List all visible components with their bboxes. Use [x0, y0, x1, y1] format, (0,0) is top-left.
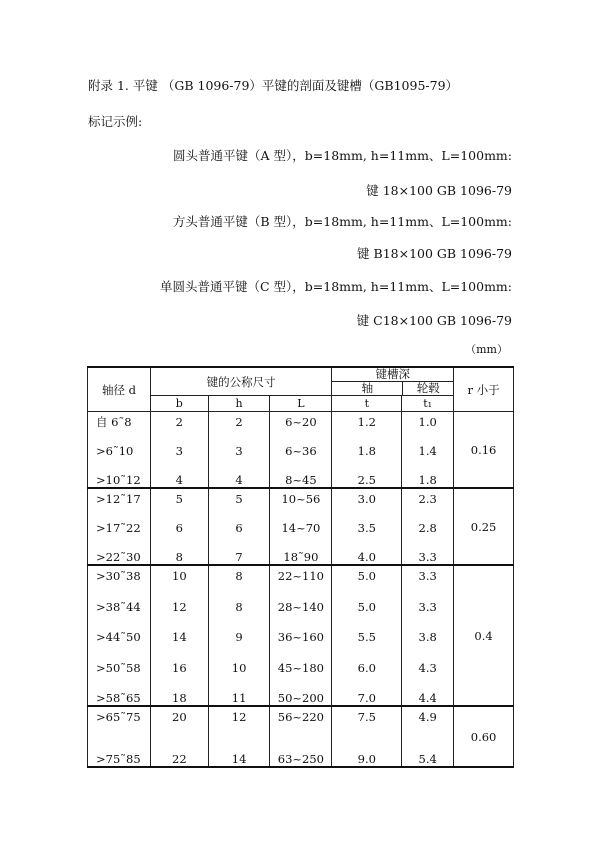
shaft-diameter-value: >75˜85 — [96, 752, 141, 766]
key-height-value: 9 — [235, 630, 243, 644]
shaft-diameter-cell — [88, 565, 151, 706]
table-row-group — [88, 706, 514, 767]
key-width-value: 20 — [172, 710, 187, 724]
key-dimension-table — [87, 366, 514, 768]
table-row-group — [88, 565, 514, 706]
key-width-cell — [150, 706, 208, 767]
key-length-cell — [270, 488, 332, 565]
shaft-diameter-value: >12˜17 — [96, 492, 141, 506]
key-height-cell — [208, 706, 270, 767]
key-length-value: 22~110 — [277, 569, 324, 583]
key-width-cell — [150, 488, 208, 565]
shaft-depth-cell — [332, 565, 402, 706]
header-b: b — [150, 396, 208, 412]
shaft-diameter-value: >10˜12 — [96, 473, 141, 487]
shaft-diameter-cell — [88, 412, 151, 489]
hub-depth-value: 2.8 — [418, 521, 437, 535]
shaft-depth-value: 1.2 — [357, 415, 376, 429]
page-heading: 附录 1. 平键 （GB 1096-79）平键的剖面及键槽（GB1095-79） — [88, 78, 459, 93]
shaft-depth-value: 1.8 — [357, 444, 376, 458]
r-value: 0.16 — [470, 442, 497, 457]
table-row-group — [88, 488, 514, 565]
header-shaft-diameter: 轴径 d — [88, 367, 151, 412]
hub-depth-value: 4.4 — [418, 691, 437, 705]
key-length-value: 28~140 — [277, 599, 324, 614]
key-length-value: 36~160 — [277, 630, 324, 644]
shaft-diameter-value: >50˜58 — [96, 660, 141, 675]
hub-depth-value: 1.4 — [418, 444, 437, 458]
key-width-value: 2 — [175, 415, 183, 429]
r-value-cell — [454, 412, 514, 489]
hub-depth-cell — [402, 488, 454, 565]
example-label: 标记示例: — [88, 114, 143, 129]
shaft-depth-value: 3.0 — [357, 492, 376, 506]
key-width-value: 10 — [172, 569, 187, 583]
shaft-diameter-value: >38˜44 — [96, 599, 141, 614]
key-height-value: 2 — [235, 415, 243, 429]
hub-depth-value: 3.3 — [418, 599, 437, 614]
shaft-diameter-value: 自 6˜8 — [96, 415, 132, 429]
key-height-cell — [208, 565, 270, 706]
shaft-depth-value: 3.5 — [357, 521, 376, 535]
key-height-value: 11 — [231, 691, 247, 705]
shaft-depth-value: 6.0 — [357, 660, 376, 675]
header-L: L — [270, 396, 332, 412]
shaft-depth-value: 7.0 — [357, 691, 376, 705]
key-width-value: 4 — [175, 473, 183, 487]
key-height-value: 7 — [235, 550, 243, 564]
shaft-depth-cell — [332, 706, 402, 767]
key-length-value: 8~45 — [285, 473, 317, 487]
shaft-depth-cell — [332, 412, 402, 489]
header-r: r 小于 — [454, 367, 514, 412]
key-width-value: 6 — [175, 521, 183, 535]
key-height-cell — [208, 488, 270, 565]
shaft-depth-value: 5.0 — [357, 599, 376, 614]
hub-depth-value: 3.8 — [418, 630, 437, 644]
header-groove-depth — [332, 367, 454, 396]
key-length-value: 50~200 — [277, 691, 324, 705]
key-height-value: 4 — [235, 473, 243, 487]
shaft-diameter-value: >17˜22 — [96, 521, 141, 535]
header-t1 — [402, 396, 454, 412]
shaft-depth-value: 7.5 — [357, 710, 376, 724]
key-length-value: 6~36 — [285, 444, 317, 458]
key-width-value: 22 — [172, 752, 187, 766]
header-hub-col: 轮毂 — [416, 381, 440, 395]
header-t: t — [332, 396, 402, 412]
shaft-depth-value: 5.0 — [357, 569, 376, 583]
r-value-cell — [454, 488, 514, 565]
shaft-diameter-cell — [88, 706, 151, 767]
shaft-diameter-cell — [88, 488, 151, 565]
key-length-cell — [270, 706, 332, 767]
hub-depth-value: 1.0 — [418, 415, 437, 429]
unit-label: （mm） — [465, 343, 508, 356]
table-row-group — [88, 412, 514, 489]
key-width-value: 5 — [175, 492, 183, 506]
key-width-value: 8 — [175, 550, 183, 564]
key-length-cell — [270, 565, 332, 706]
key-width-cell — [150, 565, 208, 706]
r-value: 0.60 — [470, 729, 497, 744]
key-height-value: 6 — [235, 521, 243, 535]
example-b-description: 方头普通平键（B 型），b=18mm, h=11mm、L=100mm: — [172, 214, 512, 229]
example-c-code: 键 C18×100 GB 1096-79 — [356, 313, 512, 328]
key-height-value: 12 — [231, 710, 247, 724]
key-height-value: 10 — [231, 660, 247, 675]
hub-depth-value: 3.3 — [418, 569, 437, 583]
shaft-diameter-value: >65˜75 — [96, 710, 141, 724]
key-length-value: 10~56 — [281, 492, 321, 506]
key-length-value: 45~180 — [277, 660, 324, 675]
key-length-cell — [270, 412, 332, 489]
shaft-diameter-value: >44˜50 — [96, 630, 141, 644]
example-a-description: 圆头普通平键（A 型），b=18mm, h=11mm、L=100mm: — [173, 148, 512, 163]
key-height-value: 14 — [231, 752, 247, 766]
key-width-value: 16 — [172, 660, 187, 675]
key-height-value: 5 — [235, 492, 243, 506]
shaft-depth-cell — [332, 488, 402, 565]
r-value-cell — [454, 706, 514, 767]
key-length-value: 18˜90 — [283, 550, 319, 564]
shaft-depth-value: 5.5 — [357, 630, 376, 644]
shaft-diameter-value: >6˜10 — [96, 444, 134, 458]
key-width-value: 14 — [172, 630, 187, 644]
hub-depth-value: 2.3 — [418, 492, 437, 506]
hub-depth-value: 4.3 — [418, 660, 437, 675]
shaft-diameter-value: >58˜65 — [96, 691, 141, 705]
key-length-value: 56~220 — [277, 710, 324, 724]
key-length-value: 6~20 — [285, 415, 317, 429]
shaft-depth-value: 2.5 — [357, 473, 376, 487]
hub-depth-cell — [402, 565, 454, 706]
hub-depth-value: 3.3 — [418, 550, 437, 564]
header-groove-depth-label: 键槽深 — [332, 368, 453, 382]
key-width-value: 18 — [172, 691, 187, 705]
r-value: 0.4 — [474, 628, 493, 643]
header-shaft-col: 轴 — [332, 382, 403, 395]
key-height-value: 8 — [235, 599, 243, 614]
r-value: 0.25 — [470, 519, 497, 534]
example-c-description: 单圆头普通平键（C 型），b=18mm, h=11mm、L=100mm: — [159, 279, 512, 294]
hub-depth-value: 4.9 — [418, 710, 437, 724]
key-height-cell — [208, 412, 270, 489]
hub-depth-value: 1.8 — [418, 473, 437, 487]
key-height-value: 8 — [235, 569, 243, 583]
key-width-value: 12 — [172, 599, 187, 614]
key-width-cell — [150, 412, 208, 489]
hub-depth-value: 5.4 — [418, 752, 437, 766]
header-h: h — [208, 396, 270, 412]
key-height-value: 3 — [235, 444, 243, 458]
key-width-value: 3 — [175, 444, 183, 458]
example-b-code: 键 B18×100 GB 1096-79 — [357, 246, 512, 261]
shaft-diameter-value: >30˜38 — [96, 569, 141, 583]
key-length-value: 14~70 — [281, 521, 321, 535]
header-t1-label: t₁ — [423, 397, 433, 410]
hub-depth-cell — [402, 412, 454, 489]
shaft-diameter-value: >22˜30 — [96, 550, 141, 564]
header-key-size: 键的公称尺寸 — [150, 367, 331, 396]
r-value-cell — [454, 565, 514, 706]
hub-depth-cell — [402, 706, 454, 767]
key-length-value: 63~250 — [277, 752, 324, 766]
shaft-depth-value: 9.0 — [357, 752, 376, 766]
shaft-depth-value: 4.0 — [357, 550, 376, 564]
table-body — [88, 412, 514, 768]
example-a-code: 键 18×100 GB 1096-79 — [366, 183, 512, 198]
